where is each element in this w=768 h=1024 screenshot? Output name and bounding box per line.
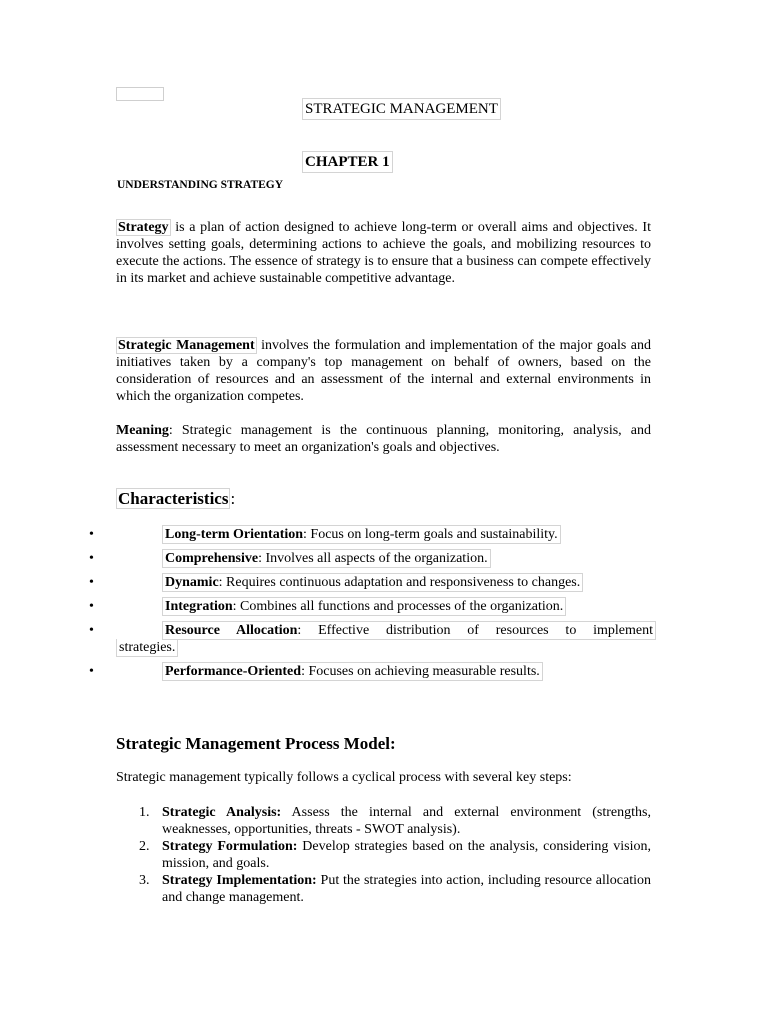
step-description: Put the strategies into action, including resource allocation and change management. [162,873,651,905]
list-item-continuation: strategies. [116,639,178,657]
list-item-text: : Effective distribution of resources to implement [297,623,653,638]
chapter-heading: CHAPTER 1 [302,151,393,173]
list-item-text: : Combines all functions and processes of the organization. [232,599,564,614]
list-item-text: : Requires continuous adaptation and responsiveness to changes. [218,575,581,590]
strategic-management-paragraph [116,337,651,405]
characteristics-heading-label: Characteristics [118,489,229,508]
bullet-icon: • [89,575,94,590]
meaning-definition: : Strategic management is the continuous planning, monitoring, analysis, and assessment necessary to meet an organization's goals and objectives. [116,423,651,456]
step-number: 3. [139,873,150,888]
list-item-text: : Focuses on achieving measurable results. [301,664,540,679]
characteristics-heading-colon: : [230,489,236,508]
process-model-heading: Strategic Management Process Model: [116,734,396,753]
meaning-term: Meaning [116,423,169,438]
step-term: Strategy Implementation: [162,873,317,888]
strategy-paragraph [116,219,651,287]
bullet-icon: • [89,551,94,566]
list-item [162,621,656,640]
section-subheading: UNDERSTANDING STRATEGY [117,179,284,191]
process-step [162,838,651,872]
list-item [162,662,543,681]
step-description: Assess the internal and external environment (strengths, weaknesses, opportunities, threats - SWOT analysis). [162,805,651,837]
bullet-icon: • [89,623,94,638]
list-item-term: Resource Allocation [165,623,298,638]
list-item-term: Long-term Orientation [165,527,304,542]
step-term: Strategy Formulation: [162,839,298,854]
list-item-term: Integration [165,599,233,614]
step-term: Strategic Analysis: [162,805,282,820]
process-intro-text: Strategic management typically follows a cyclical process with several key steps: [116,770,572,785]
step-number: 2. [139,839,150,854]
list-item-text: : Focus on long-term goals and sustainability. [303,527,558,542]
document-title: STRATEGIC MANAGEMENT [302,98,501,120]
strategic-management-term: Strategic Management [118,338,255,353]
list-item [162,549,491,568]
process-step [162,872,651,906]
list-item-text: : Involves all aspects of the organization. [258,551,488,566]
meaning-paragraph [116,422,651,456]
strategy-definition: is a plan of action designed to achieve long-term or overall aims and objectives. It involves setting goals, determining actions to achieve the goals, and mobilizing resources to execute the actions. The essence of strategy is to ensure that a business can compete effectively in its market and achieve sustainable competitive advantage. [116,220,651,287]
bullet-icon: • [89,599,94,614]
step-description: Develop strategies based on the analysis, considering vision, mission, and goals. [162,839,651,871]
strategy-term: Strategy [118,220,169,235]
header-placeholder-box [116,87,164,101]
characteristics-heading [116,488,235,510]
list-item [162,573,583,592]
list-item [162,597,566,616]
list-item-term: Performance-Oriented [165,664,302,679]
strategic-management-definition: involves the formulation and implementation of the major goals and initiatives taken by a company's top management on behalf of owners, based on the consideration of resources and an assessment of the internal and external environments in which the organization competes. [116,338,651,405]
list-item [162,525,561,544]
list-item-term: Dynamic [165,575,219,590]
bullet-icon: • [89,527,94,542]
process-step [162,804,651,838]
bullet-icon: • [89,664,94,679]
list-item-term: Comprehensive [165,551,259,566]
step-number: 1. [139,805,150,820]
